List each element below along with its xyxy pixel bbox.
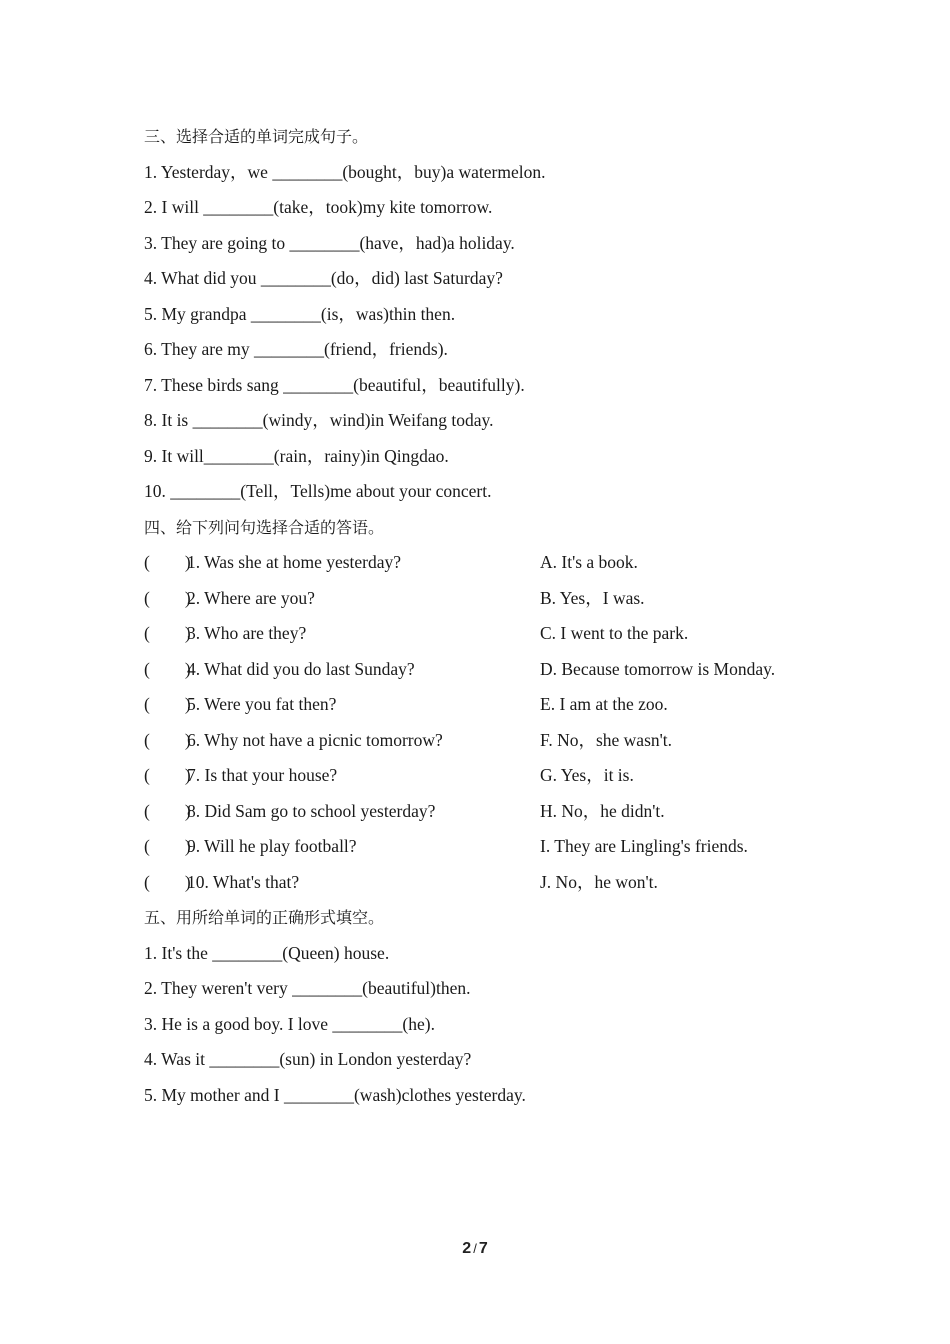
question-text: 1. Was she at home yesterday? [187,552,402,572]
answer-option: E. I am at the zoo. [540,694,668,714]
question-text: 10. What's that? [187,871,300,892]
answer-blank: ( ) [144,552,191,572]
matching-row [144,794,844,830]
current-page: 2 [462,1240,472,1257]
answer-blank: ( ) [144,800,191,821]
section-5-item: 1. It's the ________(Queen) house. [144,942,390,963]
matching-row [144,829,844,865]
section-3-title: 三、选择合适的单词完成句子。 [144,127,369,146]
section-3-item: 5. My grandpa ________(is，was)thin then. [144,303,456,324]
section-3-item: 7. These birds sang ________(beautiful，beautifully). [144,374,525,395]
answer-option: F. No，she wasn't. [540,729,673,750]
matching-row [144,545,844,581]
section-3-item: 9. It will________(rain，rainy)in Qingdao. [144,445,449,466]
answer-option: I. They are Lingling's friends. [540,836,748,856]
answer-option: B. Yes，I was. [540,587,645,608]
answer-blank: ( ) [144,623,191,643]
question-text: 8. Did Sam go to school yesterday? [187,800,436,821]
section-5-item: 4. Was it ________(sun) in London yesterday? [144,1049,472,1069]
answer-option: A. It's a book. [540,552,638,572]
section-3-item: 4. What did you ________(do，did) last Saturday? [144,268,503,288]
page-number [0,1240,950,1258]
matching-row [144,758,844,794]
section-3-item: 6. They are my ________(friend，friends). [144,339,448,359]
answer-option: J. No，he won't. [540,871,658,892]
worksheet-content [144,119,844,1113]
section-5-item: 3. He is a good boy. I love ________(he). [144,1013,435,1034]
question-text: 7. Is that your house? [187,765,338,785]
answer-option: H. No，he didn't. [540,800,665,821]
matching-row [144,723,844,759]
question-text: 9. Will he play football? [187,836,357,856]
answer-option: C. I went to the park. [540,623,689,643]
page-separator: / [473,1241,477,1256]
answer-blank: ( ) [144,658,191,679]
answer-blank: ( ) [144,729,191,750]
matching-row [144,616,844,652]
section-5-item: 2. They weren't very ________(beautiful)then. [144,978,471,998]
section-3-item: 10. ________(Tell，Tells)me about your concert. [144,481,492,501]
section-5-item: 5. My mother and I ________(wash)clothes yesterday. [144,1084,526,1105]
section-5-title: 五、用所给单词的正确形式填空。 [144,908,385,927]
answer-blank: ( ) [144,836,191,856]
answer-blank: ( ) [144,765,191,785]
question-text: 4. What did you do last Sunday? [187,658,415,679]
answer-option: D. Because tomorrow is Monday. [540,658,776,679]
section-3-item: 1. Yesterday，we ________(bought，buy)a watermelon. [144,161,546,182]
section-3-item: 2. I will ________(take，took)my kite tomorrow. [144,197,493,217]
matching-row [144,652,844,688]
matching-row [144,865,844,901]
question-text: 5. Were you fat then? [187,694,337,714]
total-pages: 7 [478,1240,488,1257]
section-4-title: 四、给下列问句选择合适的答语。 [144,517,385,537]
question-text: 6. Why not have a picnic tomorrow? [187,729,443,750]
answer-option: G. Yes，it is. [540,765,634,785]
answer-blank: ( ) [144,587,191,608]
question-text: 2. Where are you? [187,587,315,608]
section-3-item: 3. They are going to ________(have，had)a holiday. [144,232,515,253]
matching-row [144,687,844,723]
answer-blank: ( ) [144,694,191,714]
question-text: 3. Who are they? [187,623,307,643]
answer-blank: ( ) [144,871,191,892]
section-3-item: 8. It is ________(windy，wind)in Weifang today. [144,410,494,430]
matching-row [144,581,844,617]
